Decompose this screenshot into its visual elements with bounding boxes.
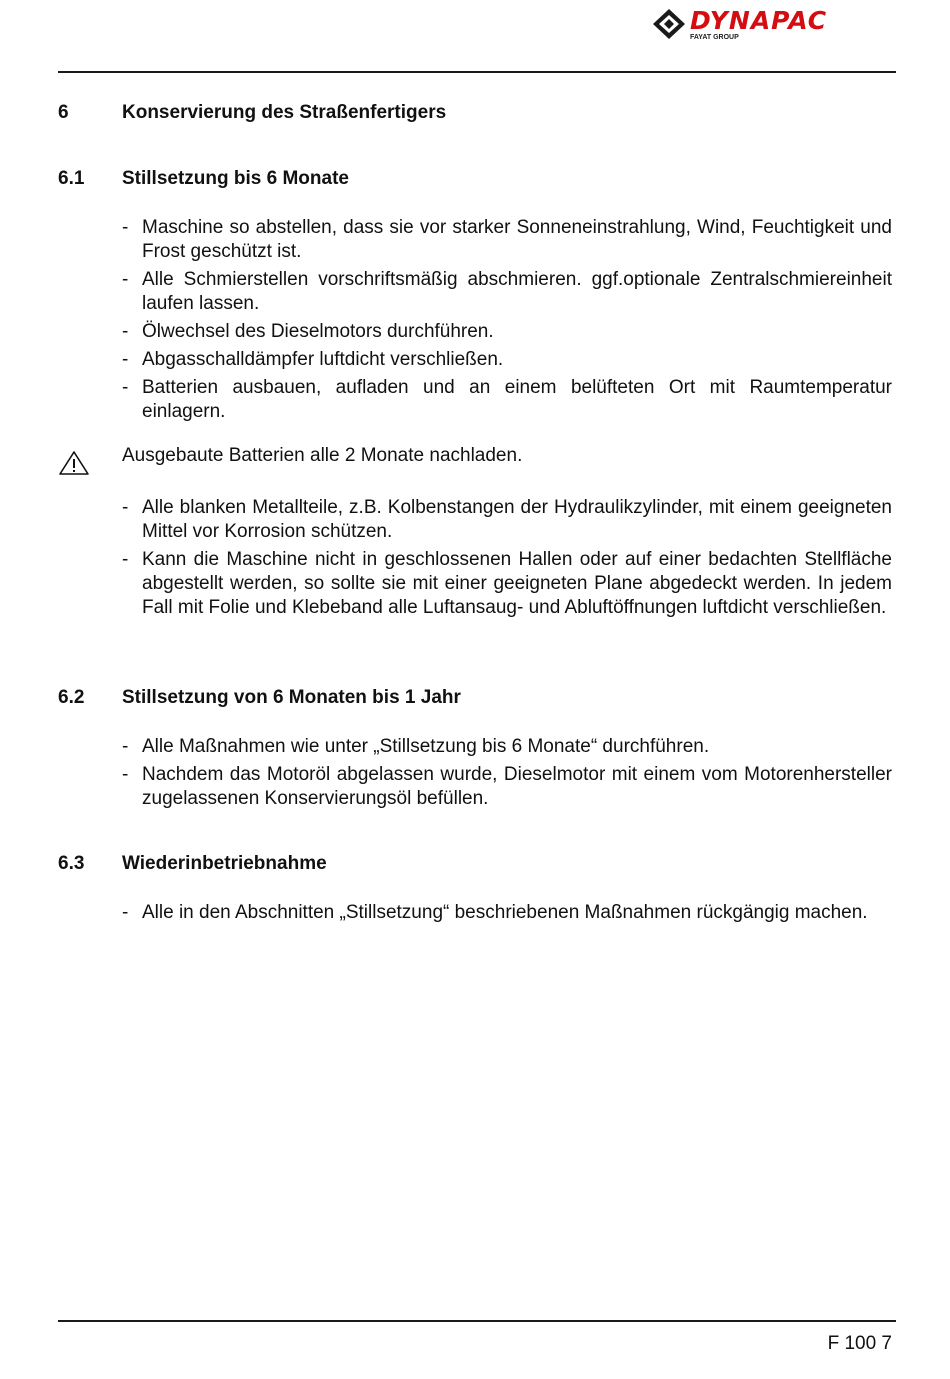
header-divider	[58, 71, 896, 73]
section-title: Wiederinbetriebnahme	[122, 853, 327, 874]
footer-divider	[58, 1320, 896, 1322]
section-number: 6.1	[58, 168, 85, 189]
list-item: - Batterien ausbauen, aufladen und an einem belüfteten Ort mit Raumtemperatur einlagern.	[122, 376, 892, 424]
page-identifier: F 100 7	[827, 1333, 892, 1354]
list-6-1-steps-continued	[122, 496, 892, 624]
list-item: - Alle Schmierstellen vorschriftsmäßig abschmieren. ggf.optionale Zentralschmiereinheit laufen lassen.	[122, 268, 892, 316]
dynapac-logo-mark-icon	[652, 8, 686, 40]
dynapac-logo	[652, 6, 902, 46]
list-item: - Alle Maßnahmen wie unter „Stillsetzung bis 6 Monate“ durchführen.	[122, 735, 892, 759]
list-item: - Kann die Maschine nicht in geschlossenen Hallen oder auf einer bedachten Stellfläche abgestellt werden, so sollte sie mit einer geeigneten Plane abgedeckt werden. In jedem Fall mit Folie und Klebeband alle Luftansaug- und Abluftöffnungen luftdicht verschließen.	[122, 548, 892, 620]
section-title: Stillsetzung von 6 Monaten bis 1 Jahr	[122, 687, 461, 708]
warning-text: Ausgebaute Batterien alle 2 Monate nachladen.	[122, 445, 523, 466]
section-title: Konservierung des Straßenfertigers	[122, 102, 447, 123]
list-item: - Nachdem das Motoröl abgelassen wurde, Dieselmotor mit einem vom Motorenhersteller zugelassenen Konservierungsöl befüllen.	[122, 763, 892, 811]
list-item: - Alle in den Abschnitten „Stillsetzung“ beschriebenen Maßnahmen rückgängig machen.	[122, 901, 892, 925]
section-number: 6	[58, 102, 69, 123]
list-item: - Ölwechsel des Dieselmotors durchführen.	[122, 320, 892, 344]
logo-text: DYNAPAC	[690, 6, 828, 35]
list-6-1-steps	[122, 216, 892, 428]
list-item: - Abgasschalldämpfer luftdicht verschließen.	[122, 348, 892, 372]
warning-triangle-icon	[58, 450, 90, 476]
list-item: - Alle blanken Metallteile, z.B. Kolbenstangen der Hydraulikzylinder, mit einem geeigneten Mittel vor Korrosion schützen.	[122, 496, 892, 544]
list-6-2-steps	[122, 735, 892, 815]
list-item: - Maschine so abstellen, dass sie vor starker Sonneneinstrahlung, Wind, Feuchtigkeit und Frost geschützt ist.	[122, 216, 892, 264]
list-6-3-steps	[122, 901, 892, 929]
logo-subtext: FAYAT GROUP	[690, 34, 739, 41]
section-number: 6.2	[58, 687, 85, 708]
section-title: Stillsetzung bis 6 Monate	[122, 168, 349, 189]
section-number: 6.3	[58, 853, 85, 874]
